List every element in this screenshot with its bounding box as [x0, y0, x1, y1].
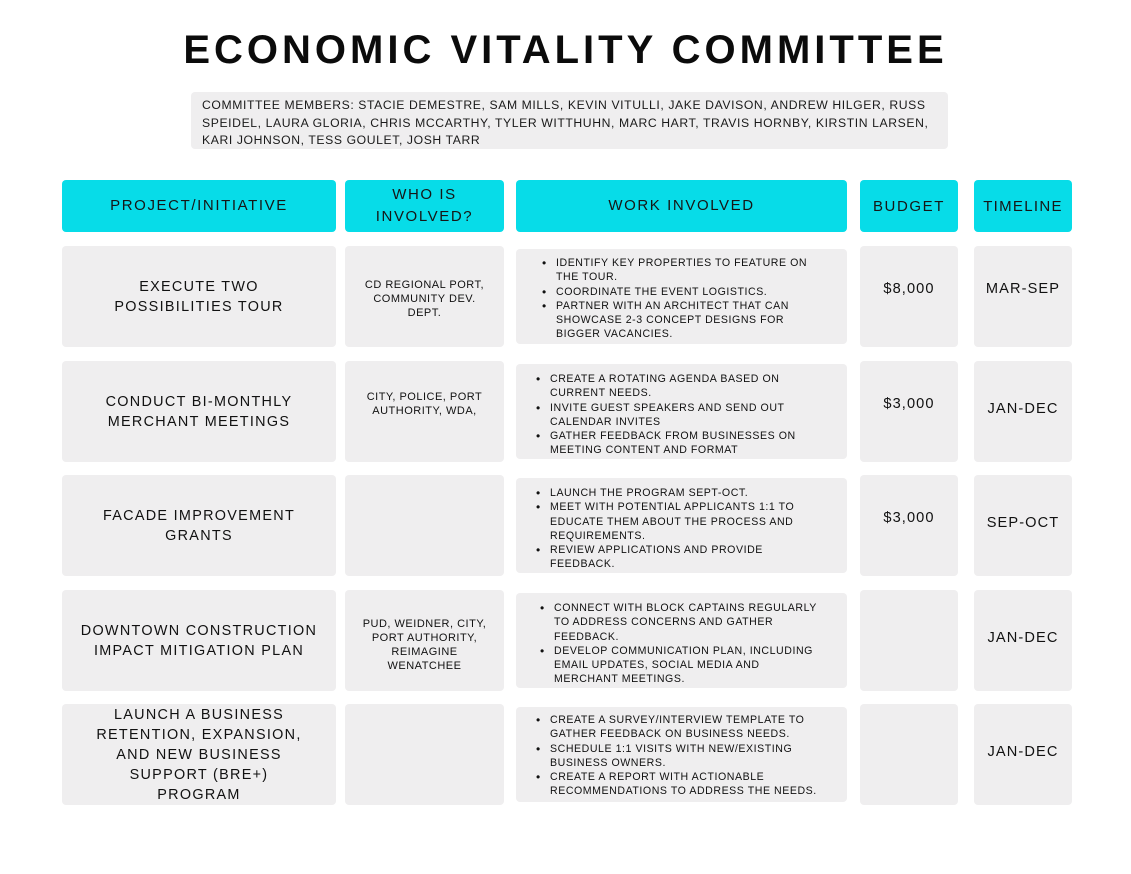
work-item: • PARTNER WITH AN ARCHITECT THAT CAN SHOWCASE 2-3 CONCEPT DESIGNS FOR BIGGER VACANCIES.: [542, 299, 823, 342]
header-who: WHO IS INVOLVED?: [345, 180, 504, 232]
work-list: [536, 372, 823, 458]
work-cell: [516, 364, 847, 459]
page-title: ECONOMIC VITALITY COMMITTEE: [183, 28, 948, 72]
work-list: [542, 256, 823, 342]
work-item: • CONNECT WITH BLOCK CAPTAINS REGULARLY TO ADDRESS CONCERNS AND GATHER FEEDBACK.: [540, 601, 827, 644]
budget-cell: $8,000: [860, 246, 958, 347]
work-item: • LAUNCH THE PROGRAM SEPT-OCT.: [536, 486, 823, 500]
work-item: • DEVELOP COMMUNICATION PLAN, INCLUDING EMAIL UPDATES, SOCIAL MEDIA AND MERCHANT MEETINGS.: [540, 644, 827, 687]
work-item: • SCHEDULE 1:1 VISITS WITH NEW/EXISTING BUSINESS OWNERS.: [536, 742, 827, 771]
work-item: • INVITE GUEST SPEAKERS AND SEND OUT CALENDAR INVITES: [536, 401, 823, 430]
timeline-cell: SEP-OCT: [974, 475, 1072, 576]
work-cell: [516, 707, 847, 802]
who-cell: PUD, WEIDNER, CITY, PORT AUTHORITY, REIMAGINE WENATCHEE: [345, 590, 504, 691]
work-list: [536, 713, 827, 799]
work-item: • REVIEW APPLICATIONS AND PROVIDE FEEDBACK.: [536, 543, 823, 572]
project-cell: LAUNCH A BUSINESS RETENTION, EXPANSION, AND NEW BUSINESS SUPPORT (BRE+) PROGRAM: [62, 704, 336, 805]
work-item: • MEET WITH POTENTIAL APPLICANTS 1:1 TO EDUCATE THEM ABOUT THE PROCESS AND REQUIREMENTS.: [536, 500, 823, 543]
who-cell: CD REGIONAL PORT, COMMUNITY DEV. DEPT.: [345, 246, 504, 347]
work-cell: [516, 249, 847, 344]
header-project: PROJECT/INITIATIVE: [62, 180, 336, 232]
work-item: • CREATE A REPORT WITH ACTIONABLE RECOMMENDATIONS TO ADDRESS THE NEEDS.: [536, 770, 827, 799]
budget-cell: [860, 704, 958, 805]
committee-members: COMMITTEE MEMBERS: STACIE DEMESTRE, SAM MILLS, KEVIN VITULLI, JAKE DAVISON, ANDREW HILGER, RUSS SPEIDEL, LAURA GLORIA, CHRIS MCCARTHY, TYLER WITTHUHN, MARC HART, TRAVIS HORNBY, KIRSTIN LARSEN, KARI JOHNSON, TESS GOULET, JOSH TARR: [191, 92, 948, 149]
work-item: • IDENTIFY KEY PROPERTIES TO FEATURE ON THE TOUR.: [542, 256, 823, 285]
header-budget: BUDGET: [860, 180, 958, 232]
who-cell: CITY, POLICE, PORT AUTHORITY, WDA,: [345, 361, 504, 462]
budget-cell: $3,000: [860, 361, 958, 462]
timeline-cell: JAN-DEC: [974, 361, 1072, 462]
timeline-cell: MAR-SEP: [974, 246, 1072, 347]
project-cell: CONDUCT BI-MONTHLY MERCHANT MEETINGS: [62, 361, 336, 462]
work-cell: [516, 478, 847, 573]
work-list: [536, 486, 823, 572]
work-item: • GATHER FEEDBACK FROM BUSINESSES ON MEETING CONTENT AND FORMAT: [536, 429, 823, 458]
header-timeline: TIMELINE: [974, 180, 1072, 232]
work-item: • CREATE A SURVEY/INTERVIEW TEMPLATE TO GATHER FEEDBACK ON BUSINESS NEEDS.: [536, 713, 827, 742]
project-cell: EXECUTE TWO POSSIBILITIES TOUR: [62, 246, 336, 347]
project-cell: DOWNTOWN CONSTRUCTION IMPACT MITIGATION PLAN: [62, 590, 336, 691]
timeline-cell: JAN-DEC: [974, 590, 1072, 691]
budget-cell: $3,000: [860, 475, 958, 576]
project-cell: FACADE IMPROVEMENT GRANTS: [62, 475, 336, 576]
who-cell: [345, 475, 504, 576]
work-cell: [516, 593, 847, 688]
who-cell: [345, 704, 504, 805]
work-item: • COORDINATE THE EVENT LOGISTICS.: [542, 285, 823, 299]
work-item: • CREATE A ROTATING AGENDA BASED ON CURRENT NEEDS.: [536, 372, 823, 401]
budget-cell: [860, 590, 958, 691]
work-list: [540, 601, 827, 687]
header-work: WORK INVOLVED: [516, 180, 847, 232]
timeline-cell: JAN-DEC: [974, 704, 1072, 805]
